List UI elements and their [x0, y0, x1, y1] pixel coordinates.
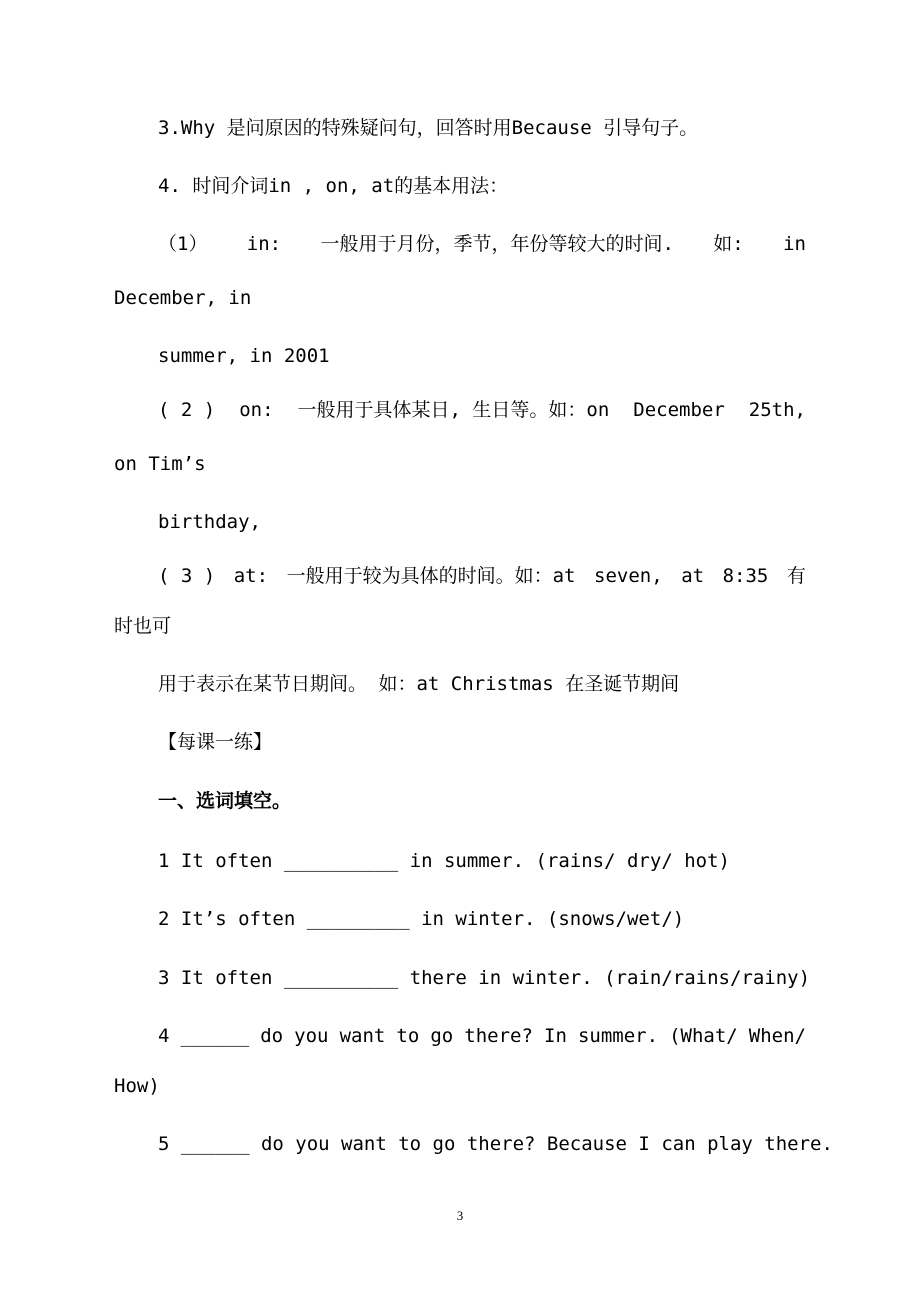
word: at: [233, 565, 269, 587]
word: （1） [158, 233, 208, 255]
word: want [339, 1025, 386, 1047]
word: 有 [786, 565, 806, 587]
word: seven, [594, 565, 663, 587]
text-line: 时也可 [114, 615, 172, 637]
word: 4 [158, 1025, 170, 1047]
text-line: 3.Why 是问原因的特殊疑问句，回答时用Because 引导句子。 [158, 117, 699, 139]
text-line: on Tim’s [114, 453, 206, 475]
word: there? [464, 1025, 533, 1047]
word: ______ [180, 1025, 250, 1047]
exercise-item: 5 ______ do you want to go there? Because I can play there. [158, 1133, 833, 1155]
text-line: 用于表示在某节日期间。 如：at Christmas 在圣诞节期间 [158, 673, 680, 695]
word: to [396, 1025, 420, 1047]
word: do [260, 1025, 284, 1047]
word: ( 2 ) [158, 399, 216, 421]
word: When/ [748, 1025, 806, 1047]
word: in: [246, 233, 282, 255]
exercise-item: 1 It often __________ in summer. (rains/ dry/ hot) [158, 850, 730, 872]
page-number: 3 [456, 1208, 464, 1223]
word: In [544, 1025, 567, 1047]
text-line: summer, in 2001 [158, 345, 330, 367]
text-line: December, in [114, 287, 252, 309]
word: (What/ [669, 1025, 738, 1047]
word: 如: [713, 233, 744, 255]
word: go [430, 1025, 454, 1047]
word: on: [239, 399, 274, 421]
word: 一般用于月份，季节，年份等较大的时间. [320, 233, 674, 255]
exercise-item [158, 1024, 806, 1048]
word: 一般用于较为具体的时间。如：at [286, 565, 576, 587]
word: December [633, 399, 725, 421]
word: you [294, 1025, 329, 1047]
text-line [158, 564, 806, 588]
text-line: How) [114, 1075, 160, 1097]
word: at [681, 565, 705, 587]
exercise-item: 3 It often __________ there in winter. (rain/rains/rainy) [158, 967, 811, 989]
text-line: 4. 时间介词in , on, at的基本用法： [158, 175, 509, 197]
word: 8:35 [722, 565, 769, 587]
text-line: birthday, [158, 511, 261, 533]
exercise-item: 2 It’s often _________ in winter. (snows/wet/) [158, 908, 685, 930]
word: ( 3 ) [158, 565, 216, 587]
text-line [158, 232, 806, 256]
word: 一般用于具体某日, 生日等。如：on [297, 399, 610, 421]
text-line [158, 398, 806, 422]
word: 25th, [748, 399, 806, 421]
section-title: 【每课一练】 [158, 731, 273, 753]
exercise-heading: 一、选词填空。 [158, 790, 292, 812]
word: summer. [577, 1025, 659, 1047]
word: in [783, 233, 806, 255]
